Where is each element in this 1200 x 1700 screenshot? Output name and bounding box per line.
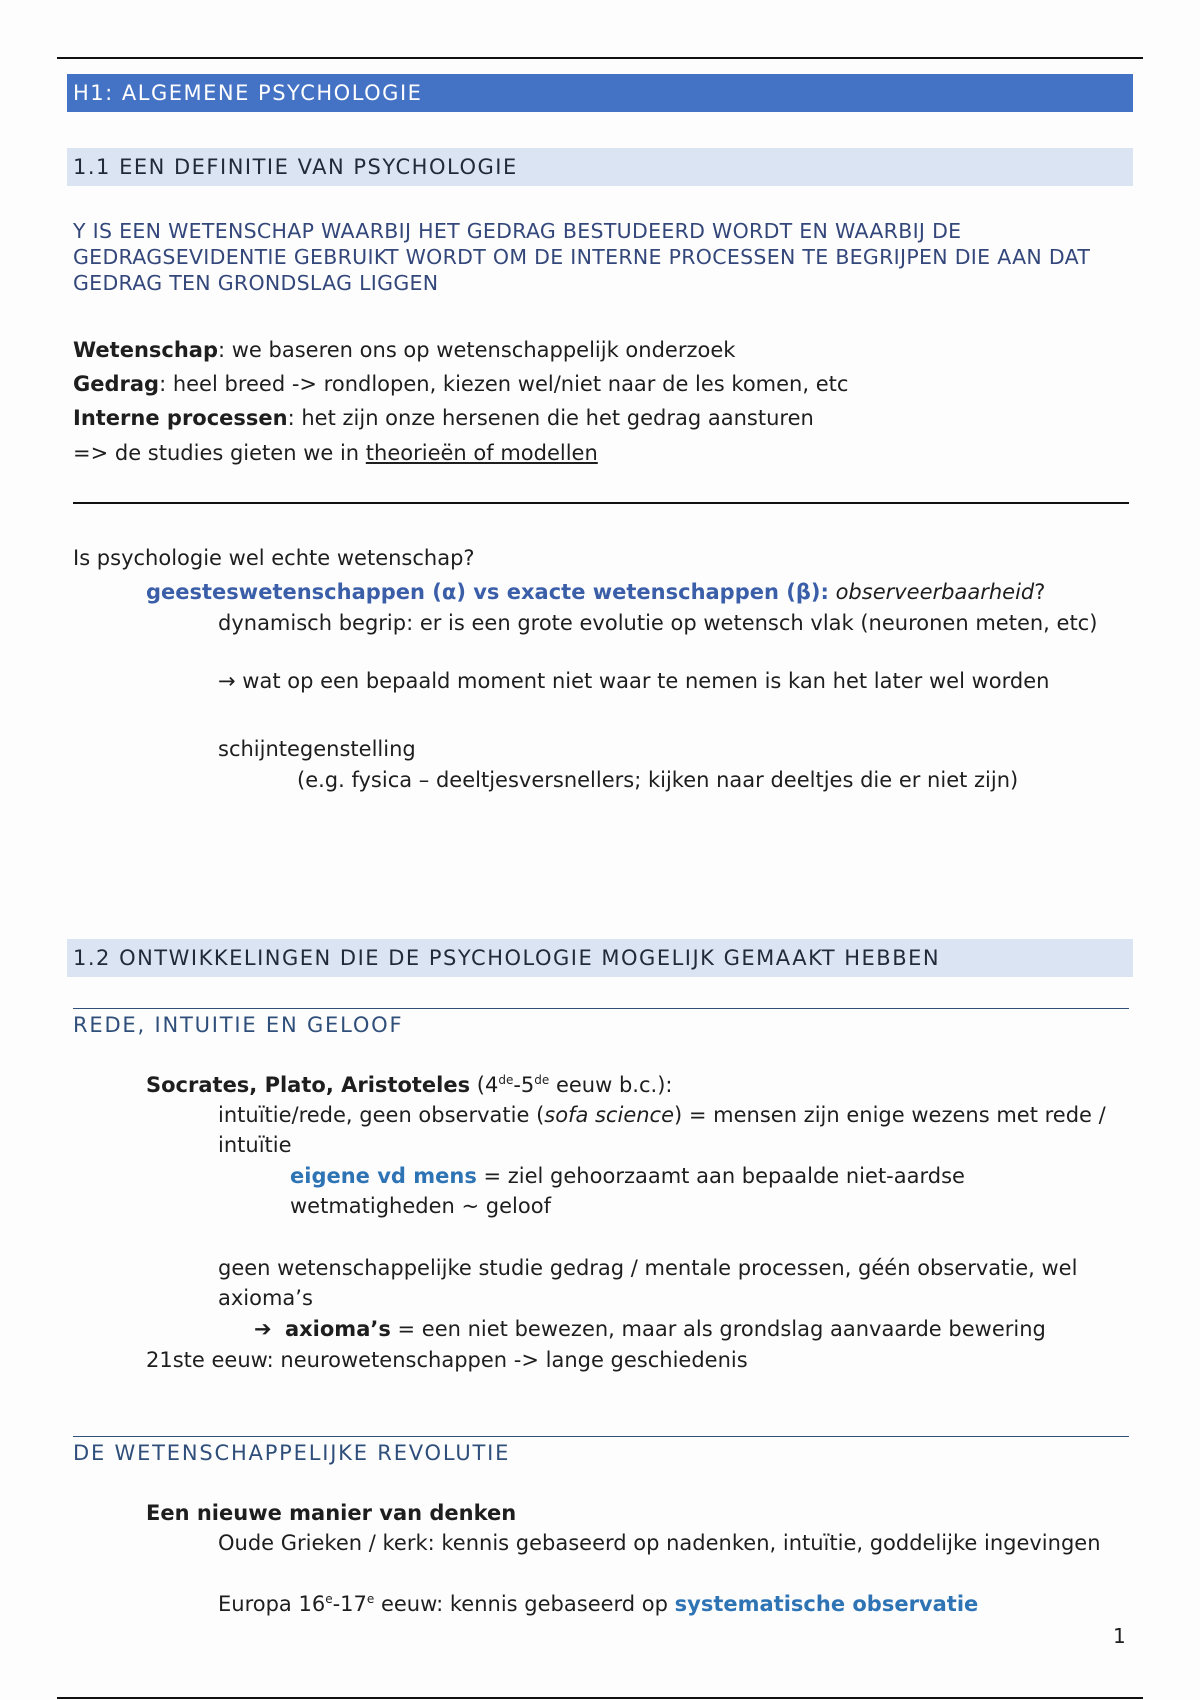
contrast-bold: geesteswetenschappen (α) vs exacte wetenschappen (β):	[146, 580, 829, 604]
axioma-text: = een niet bewezen, maar als grondslag aanvaarde bewering	[390, 1317, 1046, 1341]
later-observable: → wat op een bepaald moment niet waar te nemen is kan het later wel worden	[218, 669, 1050, 693]
eigene-line	[290, 1161, 1090, 1221]
def-gedrag	[73, 370, 848, 398]
page-number: 1	[1113, 1624, 1126, 1648]
intuitie-b: ) = mensen zijn enige wezens met rede / intuïtie	[218, 1103, 1106, 1157]
theories-models-link: theorieën of modellen	[365, 441, 598, 465]
def-text: : we baseren ons op wetenschappelijk onderzoek	[218, 338, 736, 362]
europa-dash: -17	[332, 1592, 367, 1616]
definition-quote: Y IS EEN WETENSCHAP WAARBIJ HET GEDRAG BESTUDEERD WORDT EN WAARBIJ DE GEDRAGSEVIDENTIE GEBRUIKT WORDT OM DE INTERNE PROCESSEN TE BEGRIJPEN DIE AAN DAT GEDRAG TEN GRONDSLAG LIGGEN	[73, 219, 1091, 295]
subheading-revolutie: DE WETENSCHAPPELIJKE REVOLUTIE	[73, 1436, 1129, 1465]
era-sup: de	[534, 1073, 550, 1087]
contrast-line	[146, 578, 1045, 606]
era-open: (4	[470, 1073, 499, 1097]
example-physics: (e.g. fysica – deeltjesversnellers; kijken naar deeltjes die er niet zijn)	[297, 768, 1019, 792]
arrow-icon: ➔	[254, 1317, 272, 1341]
eigene-text: = ziel gehoorzaamt aan bepaalde niet-aardse wetmatigheden ~ geloof	[290, 1164, 965, 1218]
axioma-term: axioma’s	[284, 1317, 391, 1341]
contrast-italic: observeerbaarheid	[835, 580, 1035, 604]
sofa-science: sofa science	[544, 1103, 675, 1127]
europa-a: Europa 16	[218, 1592, 326, 1616]
europa-sup: e	[325, 1592, 333, 1606]
philosophers: Socrates, Plato, Aristoteles	[146, 1073, 471, 1097]
era-close: eeuw b.c.):	[549, 1073, 673, 1097]
era-sup: de	[498, 1073, 514, 1087]
geen-line: geen wetenschappelijke studie gedrag / mentale processen, géén observatie, wel axioma’s	[218, 1256, 1078, 1310]
horizontal-separator	[73, 502, 1129, 504]
conclusion-prefix: => de studies gieten we in	[73, 441, 366, 465]
new-way-heading: Een nieuwe manier van denken	[146, 1501, 517, 1525]
era-dash: -5	[513, 1073, 535, 1097]
systematic-observation: systematische observatie	[674, 1592, 979, 1616]
europa-b: eeuw: kennis gebaseerd op	[374, 1592, 675, 1616]
schijntegenstelling: schijntegenstelling	[218, 737, 416, 761]
europa-sup: e	[366, 1592, 375, 1606]
def-interne-processen	[73, 404, 814, 432]
eeuw21-line: 21ste eeuw: neurowetenschappen -> lange geschiedenis	[146, 1348, 748, 1372]
conclusion-line	[73, 439, 598, 467]
page-bottom-rule	[57, 1697, 1143, 1699]
dynamic-concept: dynamisch begrip: er is een grote evolutie op wetensch vlak (neuronen meten, etc)	[218, 611, 1098, 635]
def-text: : het zijn onze hersenen die het gedrag aansturen	[287, 406, 814, 430]
eigene-term: eigene vd mens	[290, 1164, 477, 1188]
europe-line	[218, 1590, 978, 1618]
def-term: Gedrag	[73, 372, 160, 396]
greeks-line: Oude Grieken / kerk: kennis gebaseerd op nadenken, intuïtie, goddelijke ingevingen	[218, 1531, 1101, 1555]
section-heading-1-1: 1.1 EEN DEFINITIE VAN PSYCHOLOGIE	[67, 148, 1133, 186]
def-term: Interne processen	[73, 406, 288, 430]
def-wetenschap	[73, 336, 735, 364]
def-text: : heel breed -> rondlopen, kiezen wel/niet naar de les komen, etc	[159, 372, 849, 396]
question-line: Is psychologie wel echte wetenschap?	[73, 546, 475, 570]
intuitie-line	[218, 1100, 1118, 1160]
page-top-rule	[57, 57, 1143, 59]
subheading-rede: REDE, INTUITIE EN GELOOF	[73, 1008, 1129, 1037]
intuitie-a: intuïtie/rede, geen observatie (	[218, 1103, 545, 1127]
chapter-heading: H1: ALGEMENE PSYCHOLOGIE	[67, 74, 1133, 112]
philosophers-line	[146, 1071, 672, 1099]
def-term: Wetenschap	[73, 338, 218, 362]
axioma-line	[254, 1315, 1046, 1343]
section-heading-1-2: 1.2 ONTWIKKELINGEN DIE DE PSYCHOLOGIE MOGELIJK GEMAAKT HEBBEN	[67, 939, 1133, 977]
contrast-end: ?	[1034, 580, 1046, 604]
